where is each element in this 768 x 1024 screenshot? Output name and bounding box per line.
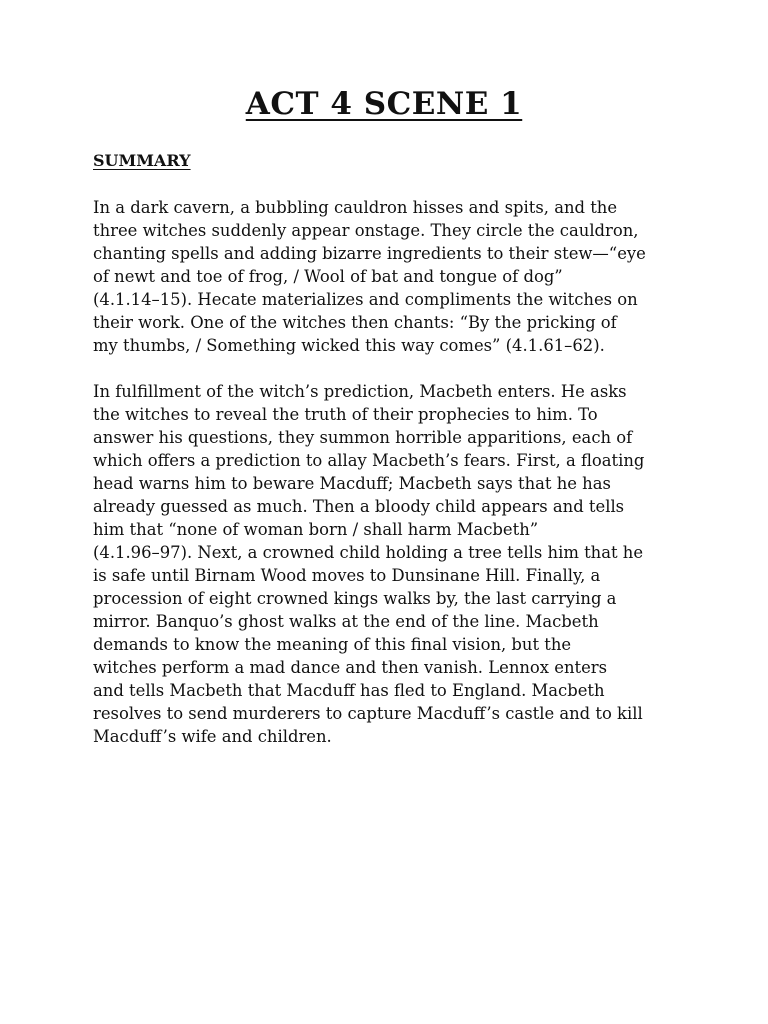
summary-paragraph-2: In fulfillment of the witch’s prediction, Macbeth enters. He asks the witches to reveal the truth of their prophecies to him. To answer his questions, they summon horrible apparitions, each of which offers a prediction to allay Macbeth’s fears. First, a floating head warns him to beware Macduff; Macbeth says that he has already guessed as much. Then a bloody child appears and tells him that “none of woman born / shall harm Macbeth” (4.1.96–97). Next, a crowned child holding a tree tells him that he is safe until Birnam Wood moves to Dunsinane Hill. Finally, a procession of eight crowned kings walks by, the last carrying a mirror. Banquo’s ghost walks at the end of the line. Macbeth demands to know the meaning of this final vision, but the witches perform a mad dance and then vanish. Lennox enters and tells Macbeth that Macduff has fled to England. Macbeth resolves to send murderers to capture Macduff’s castle and to kill Macduff’s wife and children. bbox=[93, 382, 645, 746]
page-title-text: ACT 4 SCENE 1 bbox=[245, 86, 523, 122]
summary-paragraph-1: In a dark cavern, a bubbling cauldron hisses and spits, and the three witches suddenly appear onstage. They circle the cauldron, chanting spells and adding bizarre ingredients to their stew—“eye of newt and toe of frog, / Wool of bat and tongue of dog” (4.1.14–15). Hecate materializes and compliments the witches on their work. One of the witches then chants: “By the pricking of my thumbs, / Something wicked this way comes” (4.1.61–62). bbox=[93, 198, 646, 355]
page-title bbox=[0, 82, 768, 126]
section-heading-summary: SUMMARY bbox=[93, 151, 191, 170]
